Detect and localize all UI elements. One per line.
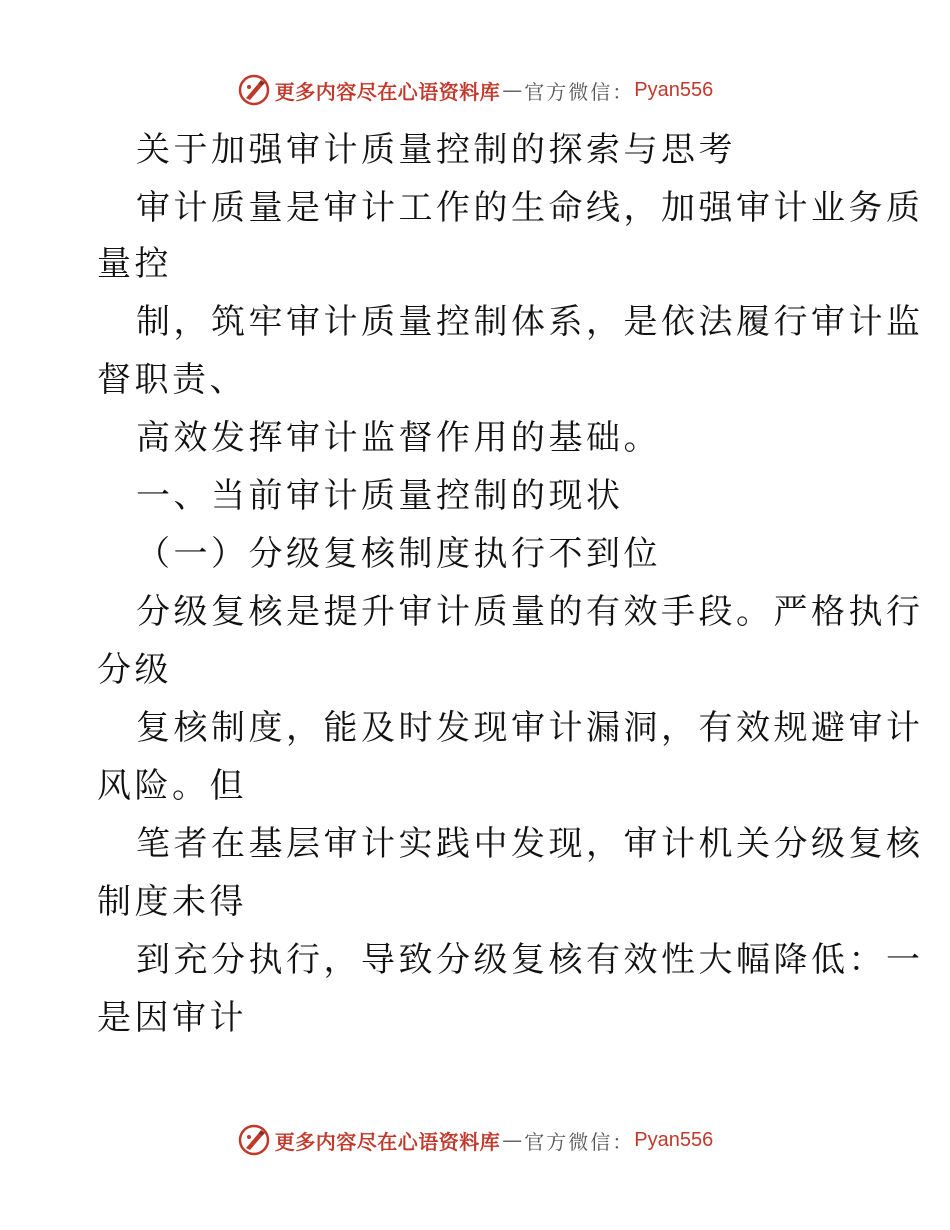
banner-main-text: 更多内容尽在心语资料库 (274, 1129, 501, 1154)
paragraph-line: 督职责、 (97, 360, 247, 400)
paragraph-line: 笔者在基层审计实践中发现，审计机关分级复核 (136, 824, 924, 864)
pen-nib-logo-icon (237, 73, 271, 107)
paragraph-line: 量控 (97, 244, 172, 284)
banner-wechat-id: Pyan556 (634, 1128, 714, 1151)
paragraph-line: 到充分执行，导致分级复核有效性大幅降低：一 (136, 940, 924, 980)
section-heading: 一、当前审计质量控制的现状 (136, 476, 624, 516)
banner-wechat-id: Pyan556 (634, 78, 714, 101)
paragraph-line: 制度未得 (97, 882, 247, 922)
paragraph-line: 复核制度，能及时发现审计漏洞，有效规避审计 (136, 708, 924, 748)
paragraph-line: 是因审计 (97, 998, 247, 1038)
pen-nib-logo-icon (237, 1123, 271, 1157)
document-title: 关于加强审计质量控制的探索与思考 (136, 130, 736, 170)
paragraph-line: 高效发挥审计监督作用的基础。 (136, 418, 661, 458)
banner-main-text: 更多内容尽在心语资料库 (274, 79, 501, 104)
paragraph-line: 风险。但 (97, 766, 247, 806)
banner-wechat-label: 官方微信： (524, 1129, 635, 1154)
banner-wechat-label: 官方微信： (524, 79, 635, 104)
banner-dash: — (502, 1128, 523, 1152)
paragraph-line: 分级复核是提升审计质量的有效手段。严格执行 (136, 592, 924, 632)
header-banner (0, 70, 950, 110)
paragraph-line: 审计质量是审计工作的生命线，加强审计业务质 (136, 188, 924, 228)
paragraph-line: 制，筑牢审计质量控制体系，是依法履行审计监 (136, 302, 924, 342)
banner-dash: — (502, 78, 523, 102)
footer-banner (0, 1120, 950, 1160)
paragraph-line: 分级 (97, 650, 172, 690)
subsection-heading: （一）分级复核制度执行不到位 (136, 534, 661, 574)
